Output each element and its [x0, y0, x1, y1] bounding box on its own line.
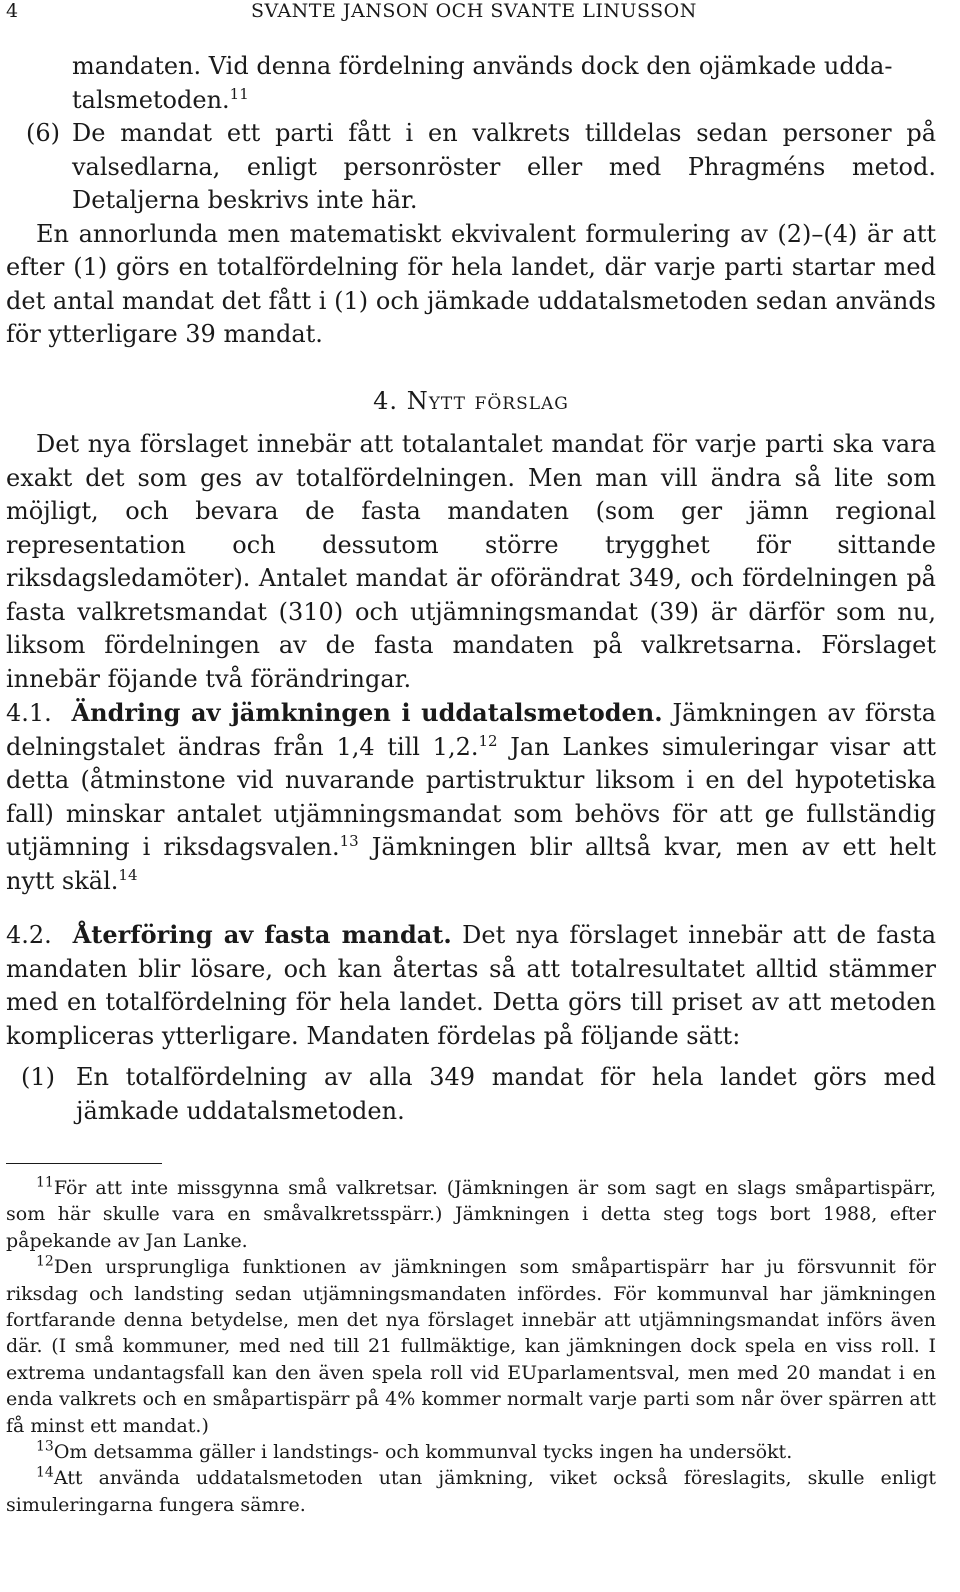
footnote-mark-13: 13 — [36, 1438, 54, 1455]
footnote-ref-12[interactable]: 12 — [478, 731, 498, 750]
enum-text-6: De mandat ett parti fått i en valkrets tilldelas sedan personer på valsedlarna, enligt personröster eller med Phragméns metod. Detaljerna beskrivs inte här. — [72, 119, 936, 214]
enum-item-6 — [6, 117, 936, 218]
footnote-mark-14: 14 — [36, 1465, 54, 1482]
footnote-mark-12: 12 — [36, 1253, 54, 1270]
footnote-text-11: För att inte missgynna små valkretsar. (Jämkningen är som sagt en slags småpartispärr, som här skulle vara en småvalkretsspärr.) Jämkningen i detta steg togs bort 1988, efter påpekande av Jan Lanke. — [6, 1177, 936, 1252]
continuation-text — [72, 50, 936, 117]
footnote-11 — [6, 1175, 936, 1254]
footnote-12 — [6, 1254, 936, 1439]
footnote-rule — [6, 1163, 162, 1164]
subsection-text-4-1b: Jan Lankes simuleringar visar att detta (åtminstone vid nuvarande partistruktur liksom i en del hypotetiska fall) minskar antalet utjämningsmandat som behövs för att ge fullständig utjämning i riksdagsvalen. — [6, 732, 937, 861]
footnote-13 — [6, 1439, 936, 1465]
continuation-line-1: mandaten. Vid denna fördelning används dock den ojämkade udda- — [72, 52, 893, 80]
enum-label-1: (1) — [21, 1063, 55, 1091]
enum-text-1: En totalfördelning av alla 349 mandat för hela landet görs med jämkade uddatalsmetoden. — [76, 1063, 936, 1125]
subsection-title-4-2: Återföring av fasta mandat. — [72, 920, 452, 949]
footnote-14 — [6, 1465, 936, 1518]
footnotes — [6, 1175, 936, 1518]
subsection-title-4-1: Ändring av jämkningen i uddatalsmetoden. — [71, 698, 663, 727]
enum-item-5-continuation — [6, 50, 936, 117]
subsection-text-4-1a: Jämkningen av första delningstalet ändras från 1,4 till 1,2. — [6, 699, 937, 761]
subsection-text-4-2: Det nya förslaget innebär att de fasta mandaten blir lösare, och kan återtas så att totalresultatet alltid stämmer med en totalfördelning för hela landet. Detta görs till priset av att metoden kompliceras ytterligare. Mandaten fördelas på följande sätt: — [6, 921, 937, 1050]
subsection-number-4-2: 4.2. — [6, 921, 52, 949]
footnote-text-12: Den ursprungliga funktionen av jämkningen som småpartispärr har ju försvunnit för riksdag och landsting sedan utjämningsmandaten infördes. För kommunval har jämkningen fortfarande denna betydelse, men det nya förslaget innebär att utjämningsmandat införs även där. (I små kommuner, med ned till 21 fullmäktige, kan jämkningen dock spela en viss roll. I extrema undantagsfall kan den även spela roll vid EUparlamentsval, men med 20 mandat i en enda valkrets och en småpartispärr på 4% kommer normalt varje parti som når över spärren att få minst ett mandat.) — [6, 1256, 936, 1437]
continuation-line-2: talsmetoden. — [72, 85, 230, 114]
subsection-4-1 — [6, 696, 936, 898]
running-title: SVANTE JANSON OCH SVANTE LINUSSON — [251, 0, 697, 22]
footnote-text-13: Om detsamma gäller i landstings- och kommunval tycks ingen ha undersökt. — [53, 1441, 793, 1464]
page-number: 4 — [6, 0, 19, 22]
main-text — [6, 50, 936, 1128]
subsection-4-2 — [6, 918, 936, 1053]
paragraph-equivalent-formulation: En annorlunda men matematiskt ekvivalent formulering av (2)–(4) är att efter (1) görs en totalfördelning för hela landet, där varje parti startar med det antal mandat det fått i (1) och jämkade uddatalsmetoden sedan används för ytterligare 39 mandat. — [6, 219, 936, 348]
footnote-ref-11[interactable]: 11 — [229, 84, 249, 103]
enum-label-6: (6) — [26, 119, 60, 147]
section-heading — [6, 385, 936, 419]
footnote-mark-11: 11 — [36, 1174, 54, 1191]
page-header — [6, 0, 960, 22]
enum-item-1 — [6, 1061, 936, 1128]
paragraph-intro: Det nya förslaget innebär att totalantalet mandat för varje parti ska vara exakt det som ges av totalfördelningen. Men man vill ändra så lite som möjligt, och bevara de fasta mandaten (som ger jämn regional representation och dessutom större trygghet för sittande riksdagsledamöter). Antalet mandat är oförändrat 349, och fördelningen på fasta valkretsmandat (310) och utjämningsmandat (39) är därför som nu, liksom fördelningen av de fasta mandaten på valkretsarna. Förslaget innebär föjande två förändringar. — [6, 430, 936, 693]
footnote-ref-14[interactable]: 14 — [118, 865, 138, 884]
subsection-text-4-1c: Jämkningen blir alltså kvar, men av ett helt nytt skäl. — [6, 833, 937, 895]
section-title: Nytt förslag — [406, 386, 569, 415]
footnote-ref-13[interactable]: 13 — [339, 832, 359, 850]
section-number: 4. — [373, 386, 399, 415]
footnote-text-14: Att använda uddatalsmetoden utan jämkning, viket också föreslagits, skulle enligt simuleringarna fungera sämre. — [6, 1467, 936, 1516]
subsection-number-4-1: 4.1. — [6, 699, 52, 727]
